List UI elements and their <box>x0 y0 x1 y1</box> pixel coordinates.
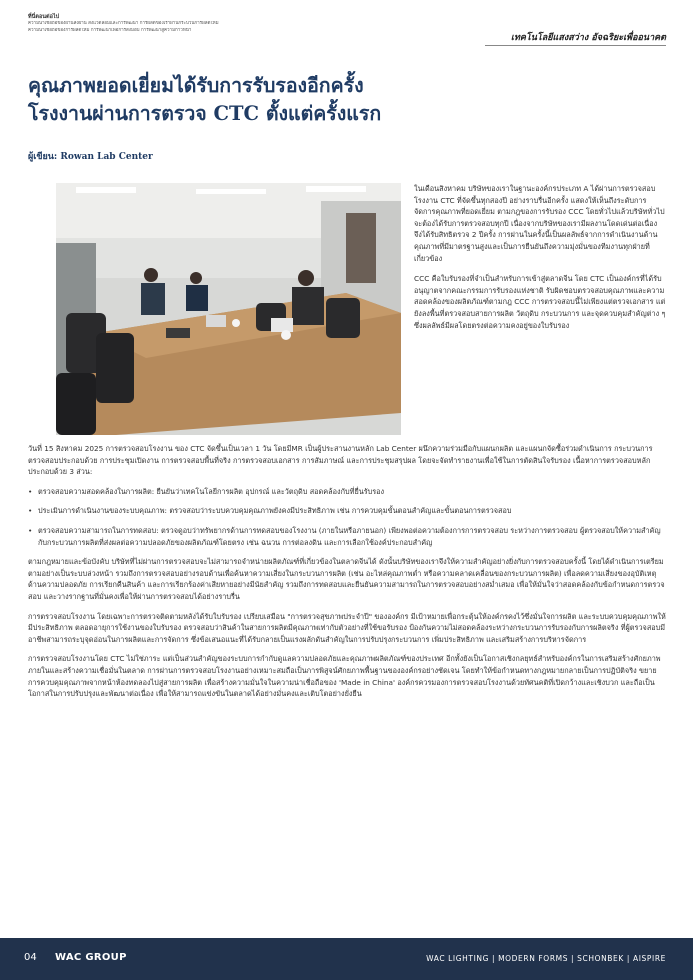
paragraph: การตรวจสอบโรงงานโดย CTC ไม่ใช่ภาระ แต่เป็นส่วนสำคัญของระบบการกำกับดูแลความปลอดภัยและคุณภาพผลิตภัณฑ์ของประเทศ อีกทั้งยังเป็นโอกาสเชิงกลยุทธ์สำหรับองค์กรในการเสริมสร้างศักยภาพภายในและสร้างความเชื่อมั่นในตลาด การผ่านการตรวจสอบโรงงานอย่างเหมาะสมถือเป็นการพิสูจน์ศักยภาพพื้นฐานขององค์กรอย่างชัดเจน โดยทำให้ข้อกำหนดทางกฎหมายกลายเป็นการปฏิบัติจริง ขยายการควบคุมคุณภาพจากหน้าห้องทดลองไปสู่สายการผลิต เพื่อสร้างความมั่นใจในความน่าเชื่อถือของ 'Made in China' องค์กรควรมองการตรวจสอบโรงงานด้วยทัศนคติที่เปิดกว้างและเชิงบวก และถือเป็นโอกาสในการปรับปรุงและพัฒนาต่อเนื่อง เพื่อให้สามารถแข่งขันในตลาดได้อย่างมั่นคงและเติบโตอย่างยั่งยืน <box>28 654 661 699</box>
meeting-photo <box>56 183 401 435</box>
right-column <box>414 183 666 331</box>
header-divider <box>485 45 666 46</box>
footer-logo: WAC GROUP <box>55 952 127 963</box>
paragraph: วันที่ 15 สิงหาคม 2025 การตรวจสอบโรงงาน ของ CTC จัดขึ้นเป็นเวลา 1 วัน โดยมีMR เป็นผู้ประสานงานหลัก Lab Center ผนึกความร่วมมือกับแผนกผลิต และแผนกจัดซื้อร่วมดำเนินการ กระบวนการตรวจสอบประกอบด้วย การประชุมเปิดงาน การตรวจสอบพื้นที่จริง การตรวจสอบเอกสาร การสัมภาษณ์ และการประชุมสรุปผล โดยจะจัดทำรายงานเพื่อใช้ในการตัดสินใจรับรอง เนื้อหาการตรวจสอบหลักประกอบด้วย 3 ส่วน: <box>28 444 653 477</box>
page-number: 04 <box>24 952 37 963</box>
meeting-room-illustration <box>56 183 401 435</box>
list-item: • ประเมินการดำเนินงานของระบบคุณภาพ: ตรวจสอบว่าระบบควบคุมคุณภาพยังคงมีประสิทธิภาพ เช่น การควบคุมขั้นตอนสำคัญและขั้นตอนการตรวจสอบ <box>28 505 666 517</box>
title-line-1: คุณภาพยอดเยี่ยมได้รับการรับรองอีกครั้ง <box>28 74 364 97</box>
contents-line: ความน่าเชื่อถือของผ่านสิ่งผ่าน สิ่งแวดล้อมและการพัฒนา การผลิตของเราผ่านกระบวนการผลิตใหม่ <box>28 21 219 26</box>
article-title <box>28 72 668 128</box>
list-item: • ตรวจสอบความสอดคล้องในการผลิต: ยืนยันว่าเทคโนโลยีการผลิต อุปกรณ์ และวัตถุดิบ สอดคล้องกับที่ยื่นรับรอง <box>28 486 666 498</box>
contents-block <box>28 14 328 34</box>
paragraph: CCC คือใบรับรองที่จำเป็นสำหรับการเข้าสู่ตลาดจีน โดย CTC เป็นองค์กรที่ได้รับอนุญาตจากคณะกรรมการรับรองแห่งชาติ รับผิดชอบตรวจสอบคุณภาพและความสอดคล้องของผลิตภัณฑ์ตามกฎ CCC การตรวจสอบนี้ไม่เพียงแต่ตรวจเอกสาร แต่ยังลงพื้นที่ตรวจสอบสายการผลิต วัตถุดิบ กระบวนการ และจุดควบคุมสำคัญต่าง ๆ ซึ่งผลลัพธ์มีผลโดยตรงต่อความคงอยู่ของใบรับรอง <box>414 274 666 330</box>
list-item: • ตรวจสอบความสามารถในการทดสอบ: ตรวจดูอบว่าทรัพยากรด้านการทดสอบของโรงงาน (ภายในหรือภายนอก) เพียงพอต่อความต้องการการตรวจสอบ ระหว่างการตรวจสอบ ผู้ตรวจสอบให้ความสำคัญกับกระบวนการผลิตที่ส่งผลต่อความปลอดภัยของผลิตภัณฑ์โดยตรง เช่น ฉนวน การต่อลงดิน และการเลือกใช้องค์ประกอบสำคัญ <box>28 525 666 548</box>
footer-brands: WAC LIGHTING | MODERN FORMS | SCHONBEK | AISPIRE <box>426 954 666 963</box>
article-byline: ผู้เขียน: Rowan Lab Center <box>28 152 153 162</box>
article-body <box>28 443 666 700</box>
title-line-2: โรงงานผ่านการตรวจ CTC ตั้งแต่ครั้งแรก <box>28 102 382 125</box>
paragraph: การตรวจสอบโรงงาน โดยเฉพาะการตรวจติดตามหลังได้รับใบรับรอง เปรียบเสมือน "การตรวจสุขภาพประจำปี" ขององค์กร มีเป้าหมายเพื่อกระตุ้นให้องค์กรคงไว้ซึ่งมั่นใจการผลิต และระบบควบคุมคุณภาพให้มีประสิทธิภาพ ตลอดอายุการใช้งานของใบรับรอง ตรวจสอบว่าสินค้าในสายการผลิตมีคุณภาพเท่ากับตัวอย่างที่ใช้ขอรับรอง ป้องกันความไม่สอดคล้องระหว่างกระบวนการรับรองกับการผลิตจริง ที่ผู้ตรวจสอบมีอาชีพสามารถระบุจุดอ่อนในการผลิตและการจัดการ ซึ่งข้อเสนอแนะที่ได้รับกลายเป็นแรงผลักดันสำคัญในการปรับปรุงกระบวนการ เพิ่มประสิทธิภาพ และเสริมสร้างการบริหารจัดการ <box>28 611 666 644</box>
header-tagline: เทคโนโลยีแสงสว่าง อัจฉริยะเพื่ออนาคต <box>510 33 666 43</box>
page-footer <box>0 938 693 980</box>
paragraph: ตามกฎหมายและข้อบังคับ บริษัทที่ไม่ผ่านการตรวจสอบจะไม่สามารถจำหน่ายผลิตภัณฑ์ที่เกี่ยวข้องในตลาดจีนได้ ดังนั้นบริษัทของเราจึงให้ความสำคัญอย่างยิ่งกับการตรวจสอบครั้งนี้ โดยได้ดำเนินการเตรียมตามอย่างเป็นระบบล่วงหน้า รวมถึงการตรวจสอบอย่างรอบด้านเพื่อค้นหาความเสี่ยงในกระบวนการผลิต (เช่น อะไหล่คุณภาพต่ำ หรือความคลาดเคลื่อนของกระบวนการผลิต) เพื่อลดความเสี่ยงของอุบัติเหตุด้านความปลอดภัย การเรียกคืนสินค้า และการเรียกร้องค่าเสียหายอย่างมีนัยสำคัญ รวมถึงการทดสอบและยืนยันความสามารถในการตรวจสอบอย่างสม่ำเสมอ เพื่อให้มั่นใจว่าสอดคล้องกับข้อกำหนดการตรวจสอบ และวางรากฐานที่มั่นคงเพื่อให้ผ่านการตรวจสอบได้อย่างราบรื่น <box>28 557 665 601</box>
contents-line: ความน่าเชื่อถือของการผลิตใหม่ การพัฒนาเพื่อการส่งมอบ การพัฒนาสู่ความก้าวหน้า <box>28 27 192 33</box>
paragraph: ในเดือนสิงหาคม บริษัทของเราในฐานะองค์กรประเภท A ได้ผ่านการตรวจสอบโรงงาน CTC ที่จัดขึ้นทุกสองปี อย่างราบรื่นอีกครั้ง แสดงให้เห็นถึงระดับการจัดการคุณภาพที่ยอดเยี่ยม ตามกฎของการรับรอง CCC โดยทั่วไปแล้วบริษัททั่วไปจะต้องได้รับการตรวจสอบทุกปี เนื่องจากบริษัทของเรามีผลงานโดดเด่นต่อเนื่อง จึงได้รับสิทธิตรวจ 2 ปีครั้ง การผ่านในครั้งนี้เป็นผลลัพธ์จากการดำเนินงานด้านคุณภาพที่มีมาตรฐานสูงและเป็นการยืนยันถึงความมุ่งมั่นของทีมงานทุกฝ่ายที่เกี่ยวข้อง <box>414 184 665 263</box>
contents-heading: ที่นี่ตอนต่อไป <box>28 14 60 20</box>
